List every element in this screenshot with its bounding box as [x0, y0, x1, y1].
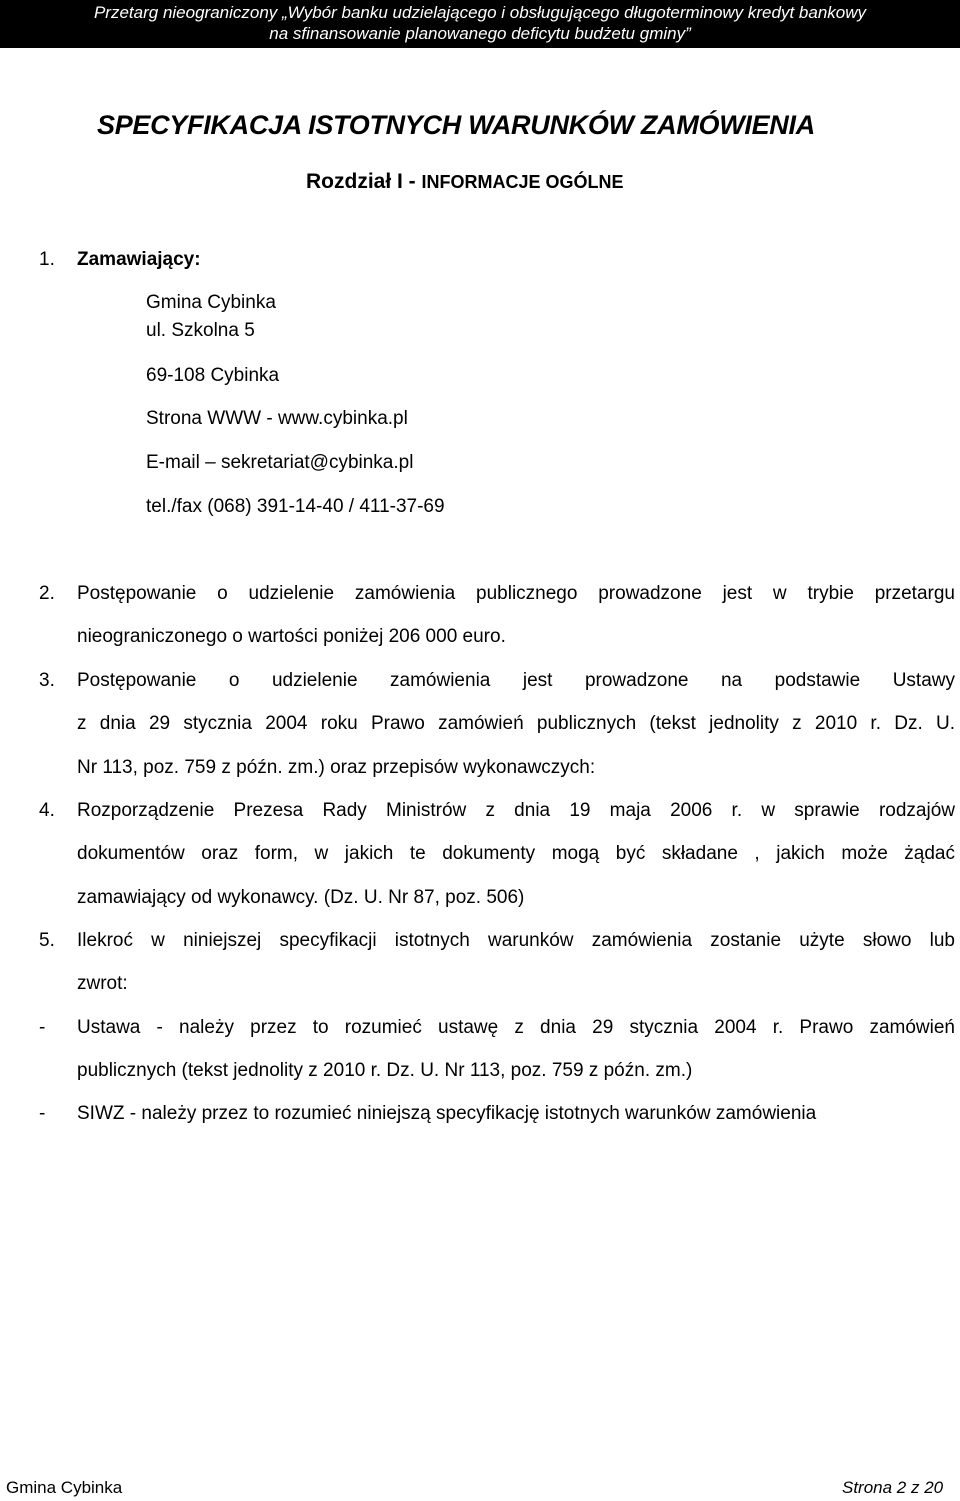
chapter-subtitle: INFORMACJE OGÓLNE — [421, 172, 624, 192]
address-line: E-mail – sekretariat@cybinka.pl — [146, 452, 414, 473]
definition-siwz — [77, 1103, 816, 1125]
address-line: 69-108 Cybinka — [146, 365, 280, 386]
chapter-heading — [306, 170, 624, 194]
definition-bullet: - — [39, 1103, 46, 1124]
chapter-main: Rozdział I - — [306, 170, 422, 193]
definition-bullet: - — [39, 1017, 46, 1038]
footer-page-number: Strona 2 z 20 — [842, 1478, 944, 1497]
address-line: ul. Szkolna 5 — [146, 320, 255, 341]
page-header — [0, 0, 960, 48]
section-4-line: dokumentów oraz form, w jakich te dokumenty mogą być składane , jakich może żądać — [77, 843, 955, 864]
definition-ustawa — [77, 1017, 955, 1039]
header-line-1: Przetarg nieograniczony „Wybór banku udzielającego i obsługującego długoterminowy kredyt bankowy — [93, 3, 867, 22]
section-4-line: Rozporządzenie Prezesa Rady Ministrów z dnia 19 maja 2006 r. w sprawie rodzajów — [77, 800, 955, 821]
section-5-line: zwrot: — [77, 973, 128, 994]
section-3-number: 3. — [39, 670, 55, 691]
header-line-2: na sfinansowanie planowanego deficytu budżetu gminy” — [269, 24, 691, 43]
definition-text: należy przez to rozumieć niniejszą specyfikację istotnych warunków zamówienia — [141, 1103, 817, 1124]
section-2-line: Postępowanie o udzielenie zamówienia publicznego prowadzone jest w trybie przetargu — [77, 583, 955, 604]
document-title: SPECYFIKACJA ISTOTNYCH WARUNKÓW ZAMÓWIENIA — [97, 110, 815, 140]
section-5-number: 5. — [39, 930, 55, 951]
section-2-number: 2. — [39, 583, 55, 604]
section-4-line: zamawiający od wykonawcy. (Dz. U. Nr 87, poz. 506) — [77, 887, 525, 908]
section-5-line: Ilekroć w niniejszej specyfikacji istotnych warunków zamówienia zostanie użyte słowo lub — [77, 930, 955, 951]
section-4-number: 4. — [39, 800, 55, 821]
footer-left: Gmina Cybinka — [6, 1478, 123, 1497]
section-3-line: Postępowanie o udzielenie zamówienia jest prowadzone na podstawie Ustawy — [77, 670, 955, 691]
section-2-line: nieograniczonego o wartości poniżej 206 000 euro. — [77, 626, 506, 647]
address-line: tel./fax (068) 391-14-40 / 411-37-69 — [146, 496, 445, 517]
definition-term: Ustawa - — [77, 1017, 180, 1038]
section-3-line: Nr 113, poz. 759 z późn. zm.) oraz przepisów wykonawczych: — [77, 757, 596, 778]
section-3-line: z dnia 29 stycznia 2004 roku Prawo zamówień publicznych (tekst jednolity z 2010 r. Dz. U. — [77, 713, 955, 734]
address-line: Gmina Cybinka — [146, 292, 276, 313]
section-1-heading: Zamawiający: — [77, 249, 201, 270]
definition-text: publicznych (tekst jednolity z 2010 r. Dz. U. Nr 113, poz. 759 z późn. zm.) — [77, 1060, 693, 1081]
address-line: Strona WWW - www.cybinka.pl — [146, 408, 408, 429]
definition-term: SIWZ - — [77, 1103, 142, 1124]
section-1-number: 1. — [39, 249, 55, 270]
definition-text: należy przez to rozumieć ustawę z dnia 29 stycznia 2004 r. Prawo zamówień — [179, 1017, 955, 1038]
